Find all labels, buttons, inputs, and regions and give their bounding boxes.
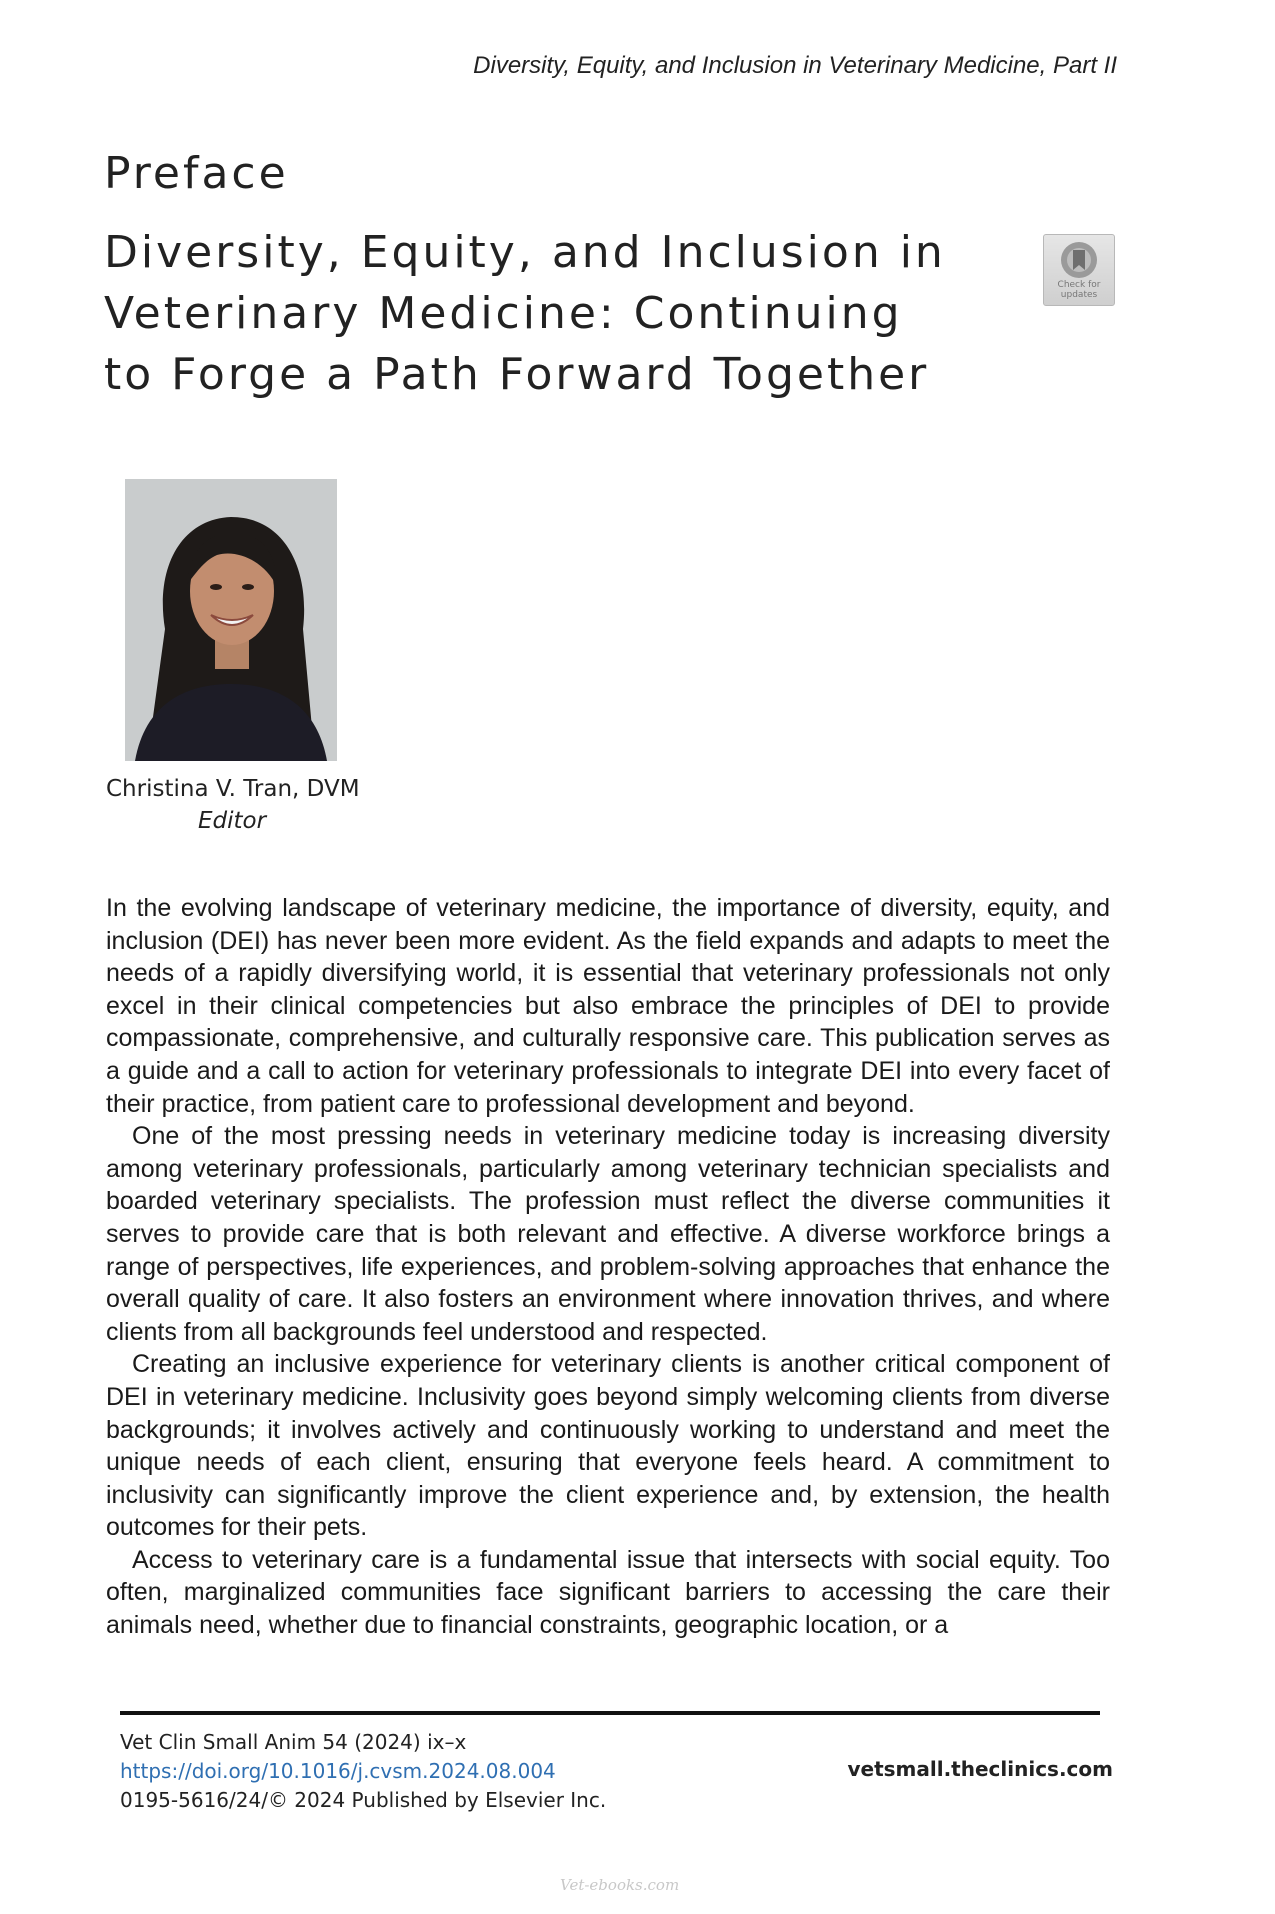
body-paragraph: Access to veterinary care is a fundamental issue that intersects with social equity. Too often, marginalized communities face significant barriers to accessing the care their animals need, whether due to financial constraints, geographic location, or a bbox=[106, 1545, 1110, 1640]
journal-site: vetsmall.theclinics.com bbox=[847, 1757, 1113, 1781]
author-name: Christina V. Tran, DVM bbox=[106, 776, 360, 802]
footer-divider bbox=[120, 1711, 1100, 1715]
journal-citation: Vet Clin Small Anim 54 (2024) ix–x bbox=[120, 1730, 467, 1754]
section-label: Preface bbox=[104, 148, 289, 199]
copyright-line: 0195-5616/24/© 2024 Published by Elsevier Inc. bbox=[120, 1788, 607, 1812]
author-role: Editor bbox=[198, 808, 267, 834]
title-line: Diversity, Equity, and Inclusion in bbox=[104, 227, 946, 278]
check-for-updates-button[interactable] bbox=[1043, 234, 1115, 306]
running-head: Diversity, Equity, and Inclusion in Veterinary Medicine, Part II bbox=[473, 52, 1117, 79]
article-title bbox=[104, 222, 984, 405]
body-paragraph: Creating an inclusive experience for veterinary clients is another critical component of DEI in veterinary medicine. Inclusivity goes beyond simply welcoming clients from diverse backgrounds; it involves actively and continuously working to understand and meet the unique needs of each client, ensuring that everyone feels heard. A commitment to inclusivity can significantly improve the client experience and, by extension, the health outcomes for their pets. bbox=[106, 1350, 1110, 1542]
author-photo bbox=[125, 479, 337, 761]
body-paragraph: One of the most pressing needs in veterinary medicine today is increasing diversity among veterinary professionals, particularly among veterinary technician specialists and boarded veterinary specialists. The profession must reflect the diverse communities it serves to provide care that is both relevant and effective. A diverse workforce brings a range of perspectives, life experiences, and problem-solving approaches that enhance the overall quality of care. It also fosters an environment where innovation thrives, and where clients from all backgrounds feel understood and respected. bbox=[106, 1122, 1110, 1346]
title-line: Veterinary Medicine: Continuing bbox=[104, 288, 903, 339]
bookmark-icon bbox=[1059, 240, 1099, 280]
doi-link[interactable]: https://doi.org/10.1016/j.cvsm.2024.08.004 bbox=[120, 1759, 556, 1783]
check-badge-label: Check for updates bbox=[1057, 280, 1101, 300]
footer-citation-block bbox=[120, 1728, 606, 1815]
preface-body bbox=[106, 892, 1110, 1642]
title-line: to Forge a Path Forward Together bbox=[104, 349, 930, 400]
body-paragraph: In the evolving landscape of veterinary medicine, the importance of diversity, equity, and inclusion (DEI) has never been more evident. As the field expands and adapts to meet the needs of a rapidly diversifying world, it is essential that veterinary professionals not only excel in their clinical competencies but also embrace the principles of DEI to provide compassionate, comprehensive, and culturally responsive care. This publication serves as a guide and a call to action for veterinary professionals to integrate DEI into every facet of their practice, from patient care to professional development and beyond. bbox=[106, 894, 1110, 1118]
watermark: Vet-ebooks.com bbox=[560, 1876, 680, 1894]
